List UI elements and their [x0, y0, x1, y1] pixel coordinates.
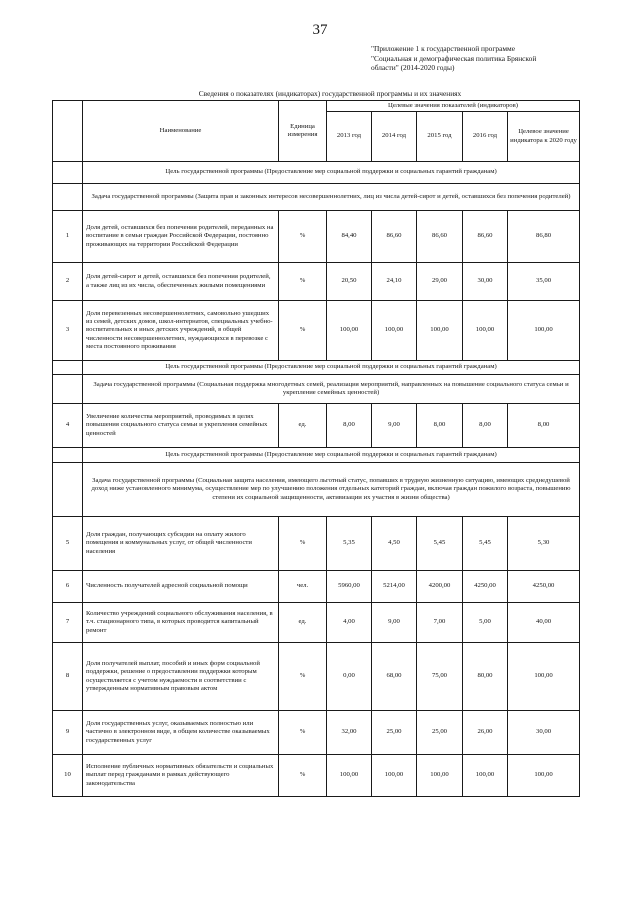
- appendix-line-1: "Приложение 1 к государственной программе: [371, 44, 516, 53]
- value-2015: 25,00: [417, 711, 463, 755]
- indicator-name: Доля детей, оставшихся без попечения родителей, переданных на воспитание в семьи граждан Российской Федерации, постоянно проживающих на территории Российской Федерации: [83, 211, 279, 263]
- value-2014: 86,60: [372, 211, 417, 263]
- value-2015: 5,45: [417, 517, 463, 571]
- section-row: [53, 463, 580, 517]
- appendix-line-2: "Социальная и демографическая политика Брянской: [371, 53, 537, 63]
- value-2016: 5,00: [463, 603, 508, 643]
- header-number-column: [53, 101, 83, 162]
- value-2020-target: 100,00: [508, 755, 580, 797]
- value-2013: 5,35: [327, 517, 372, 571]
- indicator-row: [53, 517, 580, 571]
- indicator-name: Доля получателей выплат, пособий и иных форм социальной поддержки, решение о предоставлении поддержки которым осуществляется с учетом нуждаемости в соответствии с утвержденным нормативным правовым актом: [83, 643, 279, 711]
- indicator-unit: %: [279, 211, 327, 263]
- value-2015: 29,00: [417, 263, 463, 301]
- indicator-name: Доля детей-сирот и детей, оставшихся без попечения родителей, а также лиц из их числа, обеспеченных жилыми помещениями: [83, 263, 279, 301]
- value-2015: 4200,00: [417, 571, 463, 603]
- value-2016: 8,00: [463, 404, 508, 448]
- value-2013: 32,00: [327, 711, 372, 755]
- indicator-number: 3: [53, 301, 83, 361]
- indicator-row: [53, 404, 580, 448]
- indicator-unit: %: [279, 643, 327, 711]
- value-2015: 75,00: [417, 643, 463, 711]
- indicator-number: 4: [53, 404, 83, 448]
- indicator-unit: ед.: [279, 603, 327, 643]
- indicator-name: Доля государственных услуг, оказываемых полностью или частично в электронном виде, в общем количестве оказываемых государственных услуг: [83, 711, 279, 755]
- value-2020-target: 4250,00: [508, 571, 580, 603]
- indicator-name: Увеличение количества мероприятий, проводимых в целях повышения социального статуса семьи и укрепления семейных ценностей: [83, 404, 279, 448]
- indicator-unit: %: [279, 263, 327, 301]
- value-2016: 100,00: [463, 755, 508, 797]
- section-text: Цель государственной программы (Предоставление мер социальной поддержки и социальных гарантий гражданам): [83, 448, 580, 463]
- value-2013: 5960,00: [327, 571, 372, 603]
- value-2016: 26,00: [463, 711, 508, 755]
- value-2015: 8,00: [417, 404, 463, 448]
- indicator-name: Доля граждан, получающих субсидии на оплату жилого помещения и коммунальных услуг, от общей численности населения: [83, 517, 279, 571]
- section-spacer: [53, 375, 83, 404]
- value-2014: 24,10: [372, 263, 417, 301]
- section-row: [53, 184, 580, 211]
- indicators-table-body: [53, 162, 580, 797]
- header-year-2014: 2014 год: [372, 112, 417, 162]
- indicator-number: 8: [53, 643, 83, 711]
- section-text: Задача государственной программы (Социальная поддержка многодетных семей, реализация мероприятий, направленных на повышение социального статуса семьи и укрепление семейных ценностей): [83, 375, 580, 404]
- value-2014: 68,00: [372, 643, 417, 711]
- header-year-2013: 2013 год: [327, 112, 372, 162]
- value-2020-target: 40,00: [508, 603, 580, 643]
- value-2016: 86,60: [463, 211, 508, 263]
- page-number: 37: [312, 22, 328, 38]
- value-2015: 100,00: [417, 301, 463, 361]
- value-2014: 25,00: [372, 711, 417, 755]
- indicator-unit: %: [279, 755, 327, 797]
- value-2015: 7,00: [417, 603, 463, 643]
- indicator-unit: чел.: [279, 571, 327, 603]
- indicator-number: 1: [53, 211, 83, 263]
- value-2015: 86,60: [417, 211, 463, 263]
- value-2014: 100,00: [372, 755, 417, 797]
- value-2013: 100,00: [327, 755, 372, 797]
- section-text: Задача государственной программы (Защита прав и законных интересов несовершеннолетних, лиц из числа детей-сирот и детей, оставшихся без попечения родителей): [83, 184, 580, 211]
- section-text: Задача государственной программы (Социальная защита населения, имеющего льготный статус, попавших в трудную жизненную ситуацию, имеющих среднедушевой доход ниже установленного минимума, осуществление мер по улучшению положения отдельных категорий граждан, включая граждан пожилого возраста, повышению степени их социальной защищенности, активизации их участия в жизни общества): [83, 463, 580, 517]
- value-2014: 9,00: [372, 603, 417, 643]
- indicator-number: 9: [53, 711, 83, 755]
- indicator-unit: %: [279, 301, 327, 361]
- indicator-number: 6: [53, 571, 83, 603]
- value-2020-target: 100,00: [508, 301, 580, 361]
- value-2020-target: 30,00: [508, 711, 580, 755]
- indicator-row: [53, 571, 580, 603]
- indicator-name: Численность получателей адресной социальной помощи: [83, 571, 279, 603]
- value-2020-target: 5,30: [508, 517, 580, 571]
- document-title: Сведения о показателях (индикаторах) государственной программы и их значениях: [198, 89, 462, 98]
- indicator-row: [53, 711, 580, 755]
- indicator-name: Доля перевезенных несовершеннолетних, самовольно ушедших из семей, детских домов, школ-интернатов, специальных учебно-воспитательных и иных детских учреждений, в общей численности несовершеннолетних, нуждающихся в перевозке с места постоянного проживания: [83, 301, 279, 361]
- value-2020-target: 100,00: [508, 643, 580, 711]
- value-2014: 4,50: [372, 517, 417, 571]
- indicator-number: 10: [53, 755, 83, 797]
- value-2020-target: 86,80: [508, 211, 580, 263]
- section-text: Цель государственной программы (Предоставление мер социальной поддержки и социальных гарантий гражданам): [83, 361, 580, 375]
- section-row: [53, 361, 580, 375]
- value-2020-target: 35,00: [508, 263, 580, 301]
- indicator-name: Количество учреждений социального обслуживания населения, в т.ч. стационарного типа, в которых проводится капитальный ремонт: [83, 603, 279, 643]
- indicator-row: [53, 603, 580, 643]
- value-2016: 100,00: [463, 301, 508, 361]
- value-2013: 84,40: [327, 211, 372, 263]
- value-2020-target: 8,00: [508, 404, 580, 448]
- header-year-2016: 2016 год: [463, 112, 508, 162]
- indicator-name: Исполнение публичных нормативных обязательств и социальных выплат перед гражданами в рамках действующего законодательства: [83, 755, 279, 797]
- section-row: [53, 375, 580, 404]
- indicator-row: [53, 643, 580, 711]
- header-unit: Единица измерения: [279, 101, 327, 162]
- value-2013: 100,00: [327, 301, 372, 361]
- section-row: [53, 162, 580, 184]
- section-text: Цель государственной программы (Предоставление мер социальной поддержки и социальных гарантий гражданам): [83, 162, 580, 184]
- value-2016: 80,00: [463, 643, 508, 711]
- header-target-2020: Целевое значение индикатора к 2020 году: [508, 112, 580, 162]
- indicator-unit: %: [279, 711, 327, 755]
- indicator-row: [53, 211, 580, 263]
- indicator-number: 2: [53, 263, 83, 301]
- section-spacer: [53, 448, 83, 463]
- value-2016: 5,45: [463, 517, 508, 571]
- section-spacer: [53, 162, 83, 184]
- value-2014: 100,00: [372, 301, 417, 361]
- header-year-2015: 2015 год: [417, 112, 463, 162]
- indicators-table: [52, 100, 580, 797]
- header-target-values: Целевые значения показателей (индикаторов): [327, 101, 580, 112]
- appendix-note: [371, 44, 611, 73]
- section-spacer: [53, 361, 83, 375]
- value-2016: 30,00: [463, 263, 508, 301]
- header-name: Наименование: [83, 101, 279, 162]
- appendix-line-3: области" (2014-2020 годы): [371, 63, 455, 73]
- value-2016: 4250,00: [463, 571, 508, 603]
- indicator-unit: %: [279, 517, 327, 571]
- value-2015: 100,00: [417, 755, 463, 797]
- value-2013: 8,00: [327, 404, 372, 448]
- indicator-unit: ед.: [279, 404, 327, 448]
- section-row: [53, 448, 580, 463]
- value-2014: 9,00: [372, 404, 417, 448]
- indicator-row: [53, 755, 580, 797]
- indicator-row: [53, 263, 580, 301]
- section-spacer: [53, 184, 83, 211]
- section-spacer: [53, 463, 83, 517]
- indicator-row: [53, 301, 580, 361]
- indicator-number: 5: [53, 517, 83, 571]
- indicator-number: 7: [53, 603, 83, 643]
- value-2013: 20,50: [327, 263, 372, 301]
- value-2014: 5214,00: [372, 571, 417, 603]
- value-2013: 4,00: [327, 603, 372, 643]
- value-2013: 0,00: [327, 643, 372, 711]
